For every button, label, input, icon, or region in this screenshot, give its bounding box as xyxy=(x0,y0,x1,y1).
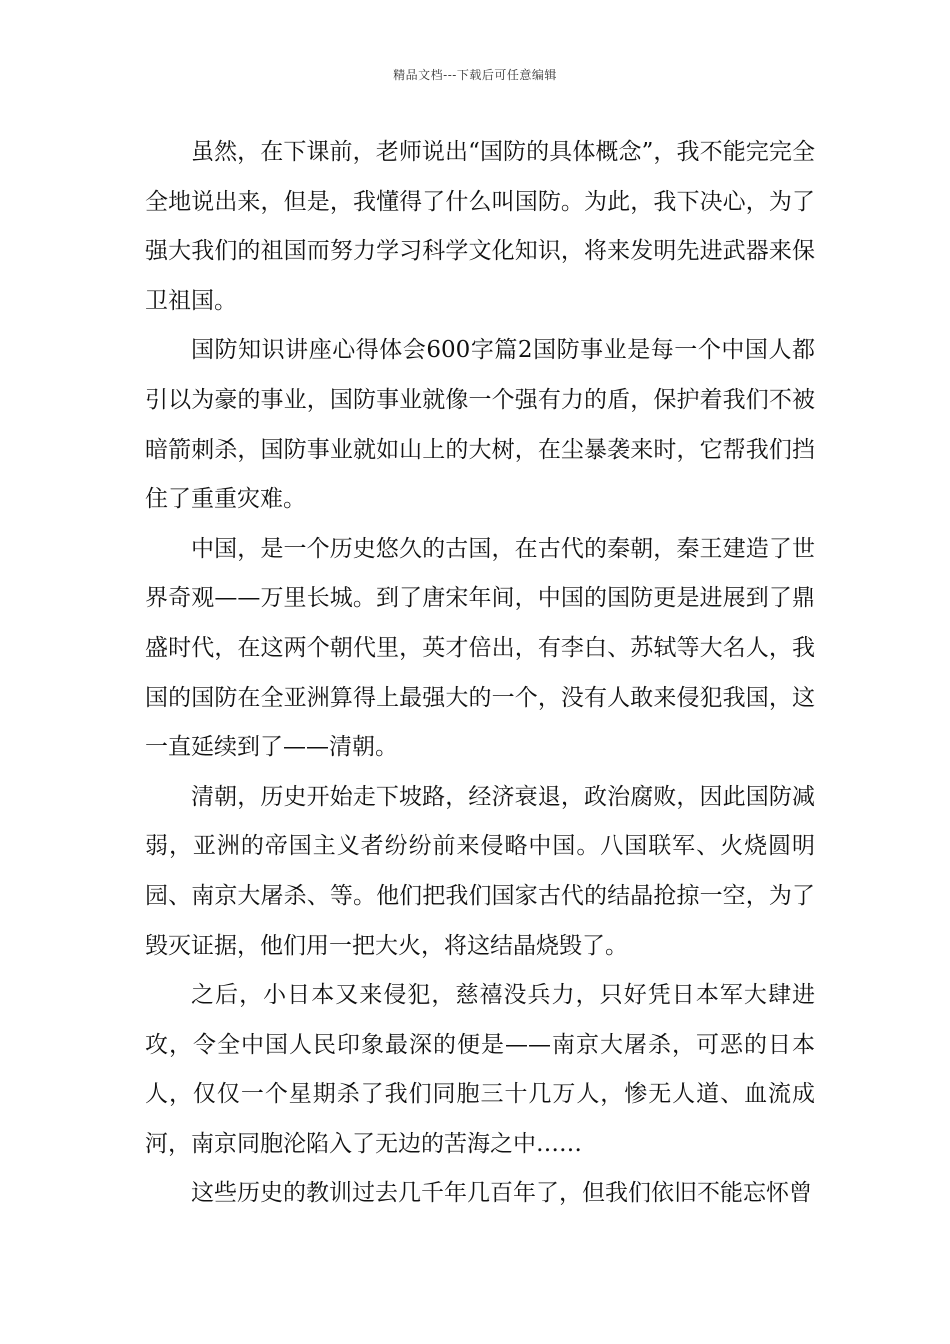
paragraph: 之后，小日本又来侵犯，慈禧没兵力，只好凭日本军大肆进攻，令全中国人民印象最深的便是——南京大屠杀，可恶的日本人，仅仅一个星期杀了我们同胞三十几万人，惨无人道、血流成河，南京同胞沦陷入了无边的苦海之中…… xyxy=(145,982,815,1157)
paragraph: 虽然，在下课前，老师说出“国防的具体概念”，我不能完完全全地说出来，但是，我懂得了什么叫国防。为此，我下决心，为了强大我们的祖国而努力学习科学文化知识，将来发明先进武器来保卫祖国。 xyxy=(145,139,815,314)
paragraph: 清朝，历史开始走下坡路，经济衰退，政治腐败，因此国防减弱，亚洲的帝国主义者纷纷前来侵略中国。八国联军、火烧圆明园、南京大屠杀、等。他们把我们国家古代的结晶抢掠一空，为了毁灭证据，他们用一把大火，将这结晶烧毁了。 xyxy=(145,783,815,959)
paragraph: 国防知识讲座心得体会600字篇2国防事业是每一个中国人都引以为豪的事业，国防事业就像一个强有力的盾，保护着我们不被暗箭刺杀，国防事业就如山上的大树，在尘暴袭来时，它帮我们挡住了重重灾难。 xyxy=(145,337,815,513)
page-header: 精品文档---下载后可任意编辑 xyxy=(393,68,557,82)
paragraph: 中国，是一个历史悠久的古国，在古代的秦朝，秦王建造了世界奇观——万里长城。到了唐宋年间，中国的国防更是进展到了鼎盛时代，在这两个朝代里，英才倍出，有李白、苏轼等大名人，我国的国防在全亚洲算得上最强大的一个，没有人敢来侵犯我国，这一直延续到了——清朝。 xyxy=(145,535,815,761)
document-body xyxy=(145,128,815,1219)
paragraph: 这些历史的教训过去几千年几百年了，但我们依旧不能忘怀曾 xyxy=(191,1180,812,1207)
